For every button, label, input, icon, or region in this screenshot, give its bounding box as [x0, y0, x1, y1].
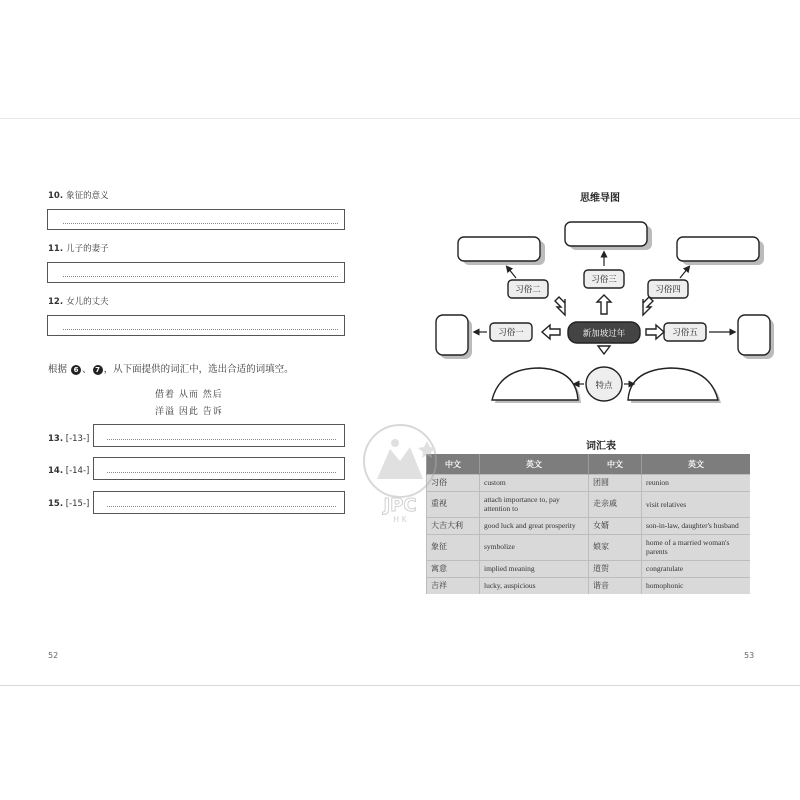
label-center: 新加坡过年: [582, 329, 626, 339]
label-custom-5: 习俗五: [672, 328, 698, 338]
fill-box-14[interactable]: [93, 457, 345, 480]
page-number-right: 53: [744, 651, 755, 660]
instruction-text: 根据 6 、 7 ，从下面提供的词汇中，选出合适的词填空。: [48, 364, 294, 375]
vocab-header-row: [427, 454, 751, 475]
table-row: 重视 attach importance to, pay attention to 走亲戚 visit relatives: [427, 492, 751, 518]
header-chinese-1: 中文: [427, 454, 480, 475]
vocab-title: 词汇表: [586, 441, 616, 452]
blank-box-top-left: [458, 237, 545, 265]
blank-box-right: [738, 315, 774, 359]
label-custom-1: 习俗一: [498, 328, 524, 338]
blank-box-top-right: [677, 237, 764, 265]
blank-label-13: 13. [-13-]: [48, 434, 90, 444]
right-page: [400, 119, 800, 685]
header-english-1: 英文: [480, 454, 589, 475]
table-row: 吉祥 lucky, auspicious 谐音 homophonic: [427, 577, 751, 594]
label-custom-3: 习俗三: [591, 275, 617, 285]
blank-label-14: 14. [-14-]: [48, 466, 90, 476]
circled-number-7: 7: [93, 365, 103, 375]
answer-box-11[interactable]: [47, 262, 345, 283]
answer-box-10[interactable]: [47, 209, 345, 230]
question-12: 12. 女儿的丈夫: [48, 297, 109, 307]
dotted-line: [63, 276, 338, 277]
label-custom-4: 习俗四: [655, 285, 681, 295]
dotted-line: [63, 223, 338, 224]
blank-shape-bottom-left: [492, 368, 581, 403]
dotted-line: [107, 472, 336, 473]
question-10: 10. 象征的意义: [48, 191, 109, 201]
table-row: 习俗 custom 团圆 reunion: [427, 475, 751, 492]
question-11: 11. 儿子的妻子: [48, 244, 109, 254]
header-chinese-2: 中文: [589, 454, 642, 475]
mind-map-diagram: [400, 204, 800, 429]
label-custom-2: 习俗二: [515, 285, 541, 295]
fill-box-13[interactable]: [93, 424, 345, 447]
table-row: 象征 symbolize 娘家 home of a married woman's parents: [427, 534, 751, 560]
dotted-line: [107, 439, 336, 440]
vocab-table: [426, 454, 750, 594]
answer-box-12[interactable]: [47, 315, 345, 336]
blank-box-left: [436, 315, 472, 359]
blank-label-15: 15. [-15-]: [48, 499, 90, 509]
mindmap-title: 思维导图: [580, 193, 620, 204]
blank-shape-bottom-right: [628, 368, 721, 403]
fill-box-15[interactable]: [93, 491, 345, 514]
dotted-line: [63, 329, 338, 330]
svg-text:JPC: JPC: [383, 495, 417, 516]
svg-text:H K: H K: [393, 515, 407, 524]
book-spread: [0, 118, 800, 686]
jpc-watermark-logo: [355, 419, 445, 524]
dotted-line: [107, 506, 336, 507]
blank-box-top-center: [565, 222, 652, 250]
label-features: 特点: [595, 381, 613, 391]
page-number-left: 52: [48, 651, 59, 660]
circled-number-6: 6: [71, 365, 81, 375]
word-bank-line-2: 洋溢 因此 告诉: [155, 407, 223, 417]
table-row: 寓意 implied meaning 道贺 congratulate: [427, 560, 751, 577]
left-page: [0, 119, 400, 685]
table-row: 大吉大利 good luck and great prosperity 女婿 son-in-law, daughter's husband: [427, 517, 751, 534]
word-bank-line-1: 借着 从而 然后: [155, 390, 223, 400]
header-english-2: 英文: [642, 454, 751, 475]
